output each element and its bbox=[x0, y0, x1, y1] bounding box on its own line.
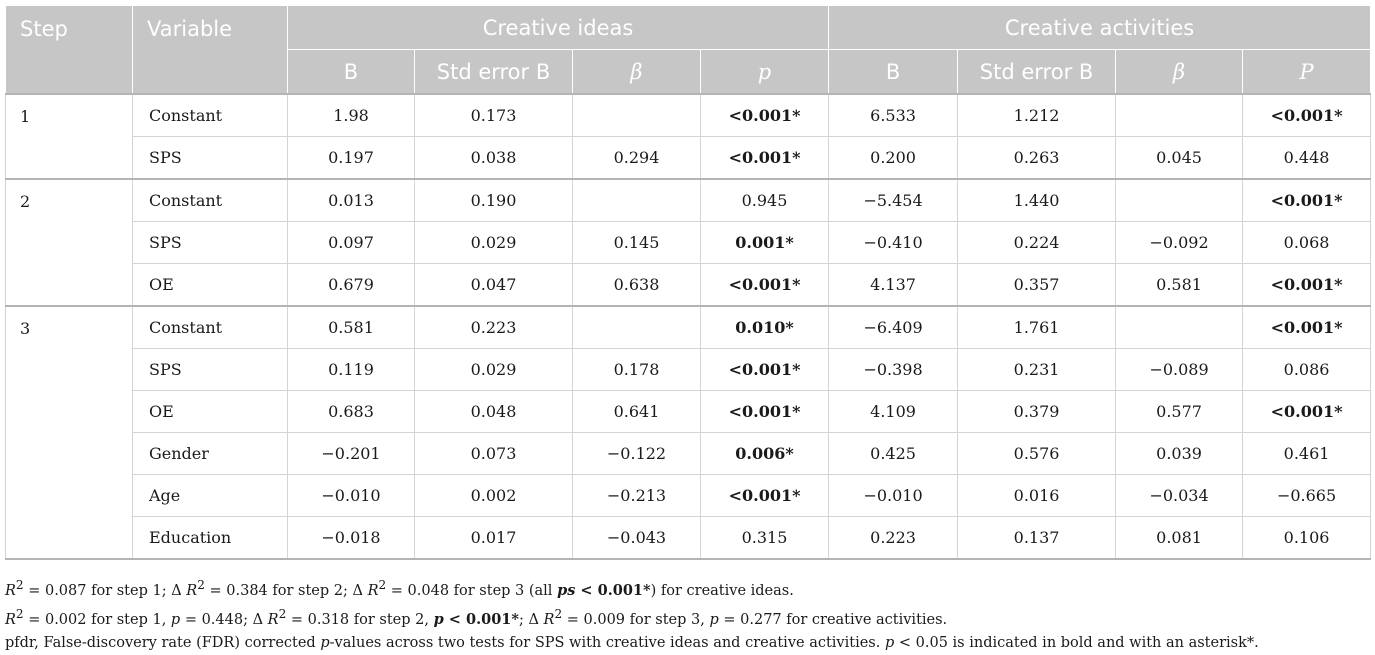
cell-p-activities: 0.086 bbox=[1243, 349, 1371, 391]
regression-table bbox=[5, 5, 1371, 560]
cell-se-ideas: 0.048 bbox=[415, 391, 573, 433]
cell-se-activities: 0.263 bbox=[958, 137, 1116, 180]
cell-p-activities: <0.001* bbox=[1243, 94, 1371, 137]
cell-beta-activities: 0.581 bbox=[1116, 264, 1243, 307]
cell-se-activities: 0.576 bbox=[958, 433, 1116, 475]
note-line-3 bbox=[5, 632, 1370, 655]
note-sup: 2 bbox=[278, 606, 287, 621]
cell-se-activities: 0.379 bbox=[958, 391, 1116, 433]
cell-beta-ideas: 0.294 bbox=[573, 137, 701, 180]
cell-variable: OE bbox=[133, 391, 288, 433]
cell-b-activities: −0.010 bbox=[829, 475, 958, 517]
header-b-ideas: B bbox=[288, 50, 415, 95]
cell-beta-ideas: −0.122 bbox=[573, 433, 701, 475]
note-sup: 2 bbox=[15, 606, 24, 621]
cell-b-ideas: 0.679 bbox=[288, 264, 415, 307]
cell-p-ideas: 0.010* bbox=[701, 306, 829, 349]
note-r: R bbox=[267, 611, 279, 628]
cell-b-ideas: 1.98 bbox=[288, 94, 415, 137]
cell-beta-ideas bbox=[573, 94, 701, 137]
cell-se-activities: 0.224 bbox=[958, 222, 1116, 264]
cell-variable: Constant bbox=[133, 306, 288, 349]
cell-se-activities: 0.137 bbox=[958, 517, 1116, 560]
table-row bbox=[6, 349, 1371, 391]
cell-b-ideas: 0.197 bbox=[288, 137, 415, 180]
cell-beta-ideas bbox=[573, 179, 701, 222]
cell-b-activities: −5.454 bbox=[829, 179, 958, 222]
cell-beta-activities: 0.045 bbox=[1116, 137, 1243, 180]
cell-p-ideas: <0.001* bbox=[701, 94, 829, 137]
note-r: R bbox=[367, 582, 379, 599]
note-sup: 2 bbox=[15, 578, 24, 592]
cell-p-ideas: <0.001* bbox=[701, 137, 829, 180]
cell-p-ideas: 0.945 bbox=[701, 179, 829, 222]
note-text: ; Δ bbox=[518, 611, 544, 628]
cell-beta-activities bbox=[1116, 94, 1243, 137]
cell-b-activities: −6.409 bbox=[829, 306, 958, 349]
cell-variable: Gender bbox=[133, 433, 288, 475]
cell-b-ideas: 0.581 bbox=[288, 306, 415, 349]
cell-b-activities: 0.223 bbox=[829, 517, 958, 560]
table-row bbox=[6, 94, 1371, 137]
cell-step: 2 bbox=[6, 179, 133, 306]
table-row bbox=[6, 222, 1371, 264]
table-row bbox=[6, 264, 1371, 307]
cell-se-ideas: 0.029 bbox=[415, 349, 573, 391]
header-step: Step bbox=[6, 6, 133, 95]
cell-b-ideas: −0.201 bbox=[288, 433, 415, 475]
note-text: = 0.048 for step 3 (all bbox=[386, 582, 558, 599]
note-text: -values across two tests for SPS with creative ideas and creative activities. bbox=[329, 634, 885, 651]
cell-p-activities: <0.001* bbox=[1243, 179, 1371, 222]
note-p: p bbox=[433, 610, 444, 628]
note-p: p bbox=[884, 634, 895, 651]
cell-b-ideas: 0.119 bbox=[288, 349, 415, 391]
note-line-1 bbox=[5, 574, 1370, 603]
cell-se-ideas: 0.017 bbox=[415, 517, 573, 560]
cell-b-ideas: 0.097 bbox=[288, 222, 415, 264]
cell-p-activities: 0.461 bbox=[1243, 433, 1371, 475]
header-variable: Variable bbox=[133, 6, 288, 95]
note-text: = 0.277 for creative activities. bbox=[718, 611, 948, 628]
cell-beta-ideas: −0.213 bbox=[573, 475, 701, 517]
note-text: = 0.448; Δ bbox=[180, 611, 268, 628]
cell-se-ideas: 0.002 bbox=[415, 475, 573, 517]
note-text: = 0.002 for step 1, bbox=[23, 611, 171, 628]
cell-beta-activities: −0.089 bbox=[1116, 349, 1243, 391]
cell-p-ideas: 0.001* bbox=[701, 222, 829, 264]
cell-p-activities: <0.001* bbox=[1243, 264, 1371, 307]
cell-variable: Constant bbox=[133, 179, 288, 222]
cell-b-activities: −0.398 bbox=[829, 349, 958, 391]
header-p-activities: P bbox=[1243, 50, 1371, 95]
cell-step: 1 bbox=[6, 94, 133, 179]
note-r: R bbox=[5, 611, 16, 628]
note-sup: 2 bbox=[378, 578, 387, 592]
cell-variable: Education bbox=[133, 517, 288, 560]
note-sig: < 0.001* bbox=[575, 581, 651, 599]
table-row bbox=[6, 517, 1371, 560]
cell-beta-ideas: 0.638 bbox=[573, 264, 701, 307]
cell-se-ideas: 0.073 bbox=[415, 433, 573, 475]
cell-se-activities: 1.761 bbox=[958, 306, 1116, 349]
table-notes bbox=[5, 574, 1370, 655]
header-beta-activities: β bbox=[1116, 50, 1243, 95]
cell-beta-activities: 0.081 bbox=[1116, 517, 1243, 560]
cell-p-activities: 0.106 bbox=[1243, 517, 1371, 560]
cell-se-activities: 0.231 bbox=[958, 349, 1116, 391]
cell-p-ideas: <0.001* bbox=[701, 391, 829, 433]
table-header bbox=[6, 6, 1371, 95]
regression-table-container bbox=[5, 5, 1370, 560]
cell-p-ideas: 0.315 bbox=[701, 517, 829, 560]
header-creative-activities: Creative activities bbox=[829, 6, 1371, 50]
table-row bbox=[6, 391, 1371, 433]
cell-p-activities: <0.001* bbox=[1243, 391, 1371, 433]
header-beta-ideas: β bbox=[573, 50, 701, 95]
cell-b-ideas: −0.010 bbox=[288, 475, 415, 517]
header-creative-ideas: Creative ideas bbox=[288, 6, 829, 50]
note-text: = 0.318 for step 2, bbox=[286, 611, 434, 628]
cell-beta-ideas: 0.178 bbox=[573, 349, 701, 391]
cell-se-ideas: 0.038 bbox=[415, 137, 573, 180]
note-line-2 bbox=[5, 603, 1370, 632]
note-text: pfdr, False-discovery rate (FDR) corrected bbox=[5, 634, 321, 651]
cell-p-ideas: 0.006* bbox=[701, 433, 829, 475]
cell-b-activities: −0.410 bbox=[829, 222, 958, 264]
cell-variable: SPS bbox=[133, 222, 288, 264]
header-b-activities: B bbox=[829, 50, 958, 95]
note-text: ) for creative ideas. bbox=[650, 582, 794, 599]
header-se-activities: Std error B bbox=[958, 50, 1116, 95]
header-p-ideas: p bbox=[701, 50, 829, 95]
table-row bbox=[6, 433, 1371, 475]
cell-b-activities: 0.425 bbox=[829, 433, 958, 475]
cell-beta-activities: −0.092 bbox=[1116, 222, 1243, 264]
cell-beta-ideas: 0.145 bbox=[573, 222, 701, 264]
cell-beta-activities: −0.034 bbox=[1116, 475, 1243, 517]
cell-beta-activities bbox=[1116, 306, 1243, 349]
cell-variable: Age bbox=[133, 475, 288, 517]
cell-beta-ideas: −0.043 bbox=[573, 517, 701, 560]
note-r: R bbox=[543, 611, 555, 628]
cell-se-ideas: 0.029 bbox=[415, 222, 573, 264]
cell-b-activities: 0.200 bbox=[829, 137, 958, 180]
cell-se-ideas: 0.223 bbox=[415, 306, 573, 349]
cell-b-ideas: 0.013 bbox=[288, 179, 415, 222]
note-text: < 0.05 is indicated in bold and with an asterisk*. bbox=[894, 634, 1259, 651]
note-sig: < 0.001* bbox=[443, 610, 519, 628]
cell-beta-activities: 0.577 bbox=[1116, 391, 1243, 433]
note-p: p bbox=[170, 611, 181, 628]
note-text: = 0.087 for step 1; Δ bbox=[23, 582, 187, 599]
cell-p-activities: 0.068 bbox=[1243, 222, 1371, 264]
cell-variable: Constant bbox=[133, 94, 288, 137]
cell-beta-ideas bbox=[573, 306, 701, 349]
note-text: = 0.009 for step 3, bbox=[562, 611, 710, 628]
header-se-ideas: Std error B bbox=[415, 50, 573, 95]
note-p: p bbox=[709, 611, 719, 628]
cell-p-activities: <0.001* bbox=[1243, 306, 1371, 349]
table-row bbox=[6, 306, 1371, 349]
cell-b-ideas: 0.683 bbox=[288, 391, 415, 433]
cell-p-activities: −0.665 bbox=[1243, 475, 1371, 517]
cell-b-activities: 4.137 bbox=[829, 264, 958, 307]
cell-se-activities: 0.357 bbox=[958, 264, 1116, 307]
cell-se-ideas: 0.047 bbox=[415, 264, 573, 307]
table-row bbox=[6, 137, 1371, 180]
cell-p-ideas: <0.001* bbox=[701, 349, 829, 391]
cell-b-activities: 6.533 bbox=[829, 94, 958, 137]
note-text: = 0.384 for step 2; Δ bbox=[204, 582, 368, 599]
note-r: R bbox=[186, 582, 198, 599]
note-r: R bbox=[5, 582, 16, 599]
cell-beta-activities: 0.039 bbox=[1116, 433, 1243, 475]
cell-beta-activities bbox=[1116, 179, 1243, 222]
cell-se-activities: 0.016 bbox=[958, 475, 1116, 517]
cell-se-activities: 1.212 bbox=[958, 94, 1116, 137]
cell-step: 3 bbox=[6, 306, 133, 559]
note-p: p bbox=[320, 634, 330, 651]
cell-p-ideas: <0.001* bbox=[701, 475, 829, 517]
cell-variable: SPS bbox=[133, 137, 288, 180]
cell-p-ideas: <0.001* bbox=[701, 264, 829, 307]
cell-b-activities: 4.109 bbox=[829, 391, 958, 433]
cell-se-activities: 1.440 bbox=[958, 179, 1116, 222]
cell-p-activities: 0.448 bbox=[1243, 137, 1371, 180]
note-ps: ps bbox=[557, 581, 576, 599]
note-sup: 2 bbox=[197, 578, 205, 592]
cell-beta-ideas: 0.641 bbox=[573, 391, 701, 433]
cell-se-ideas: 0.173 bbox=[415, 94, 573, 137]
cell-variable: SPS bbox=[133, 349, 288, 391]
note-sup: 2 bbox=[554, 606, 563, 621]
table-row bbox=[6, 179, 1371, 222]
table-body bbox=[6, 94, 1371, 559]
cell-se-ideas: 0.190 bbox=[415, 179, 573, 222]
cell-variable: OE bbox=[133, 264, 288, 307]
cell-b-ideas: −0.018 bbox=[288, 517, 415, 560]
table-row bbox=[6, 475, 1371, 517]
